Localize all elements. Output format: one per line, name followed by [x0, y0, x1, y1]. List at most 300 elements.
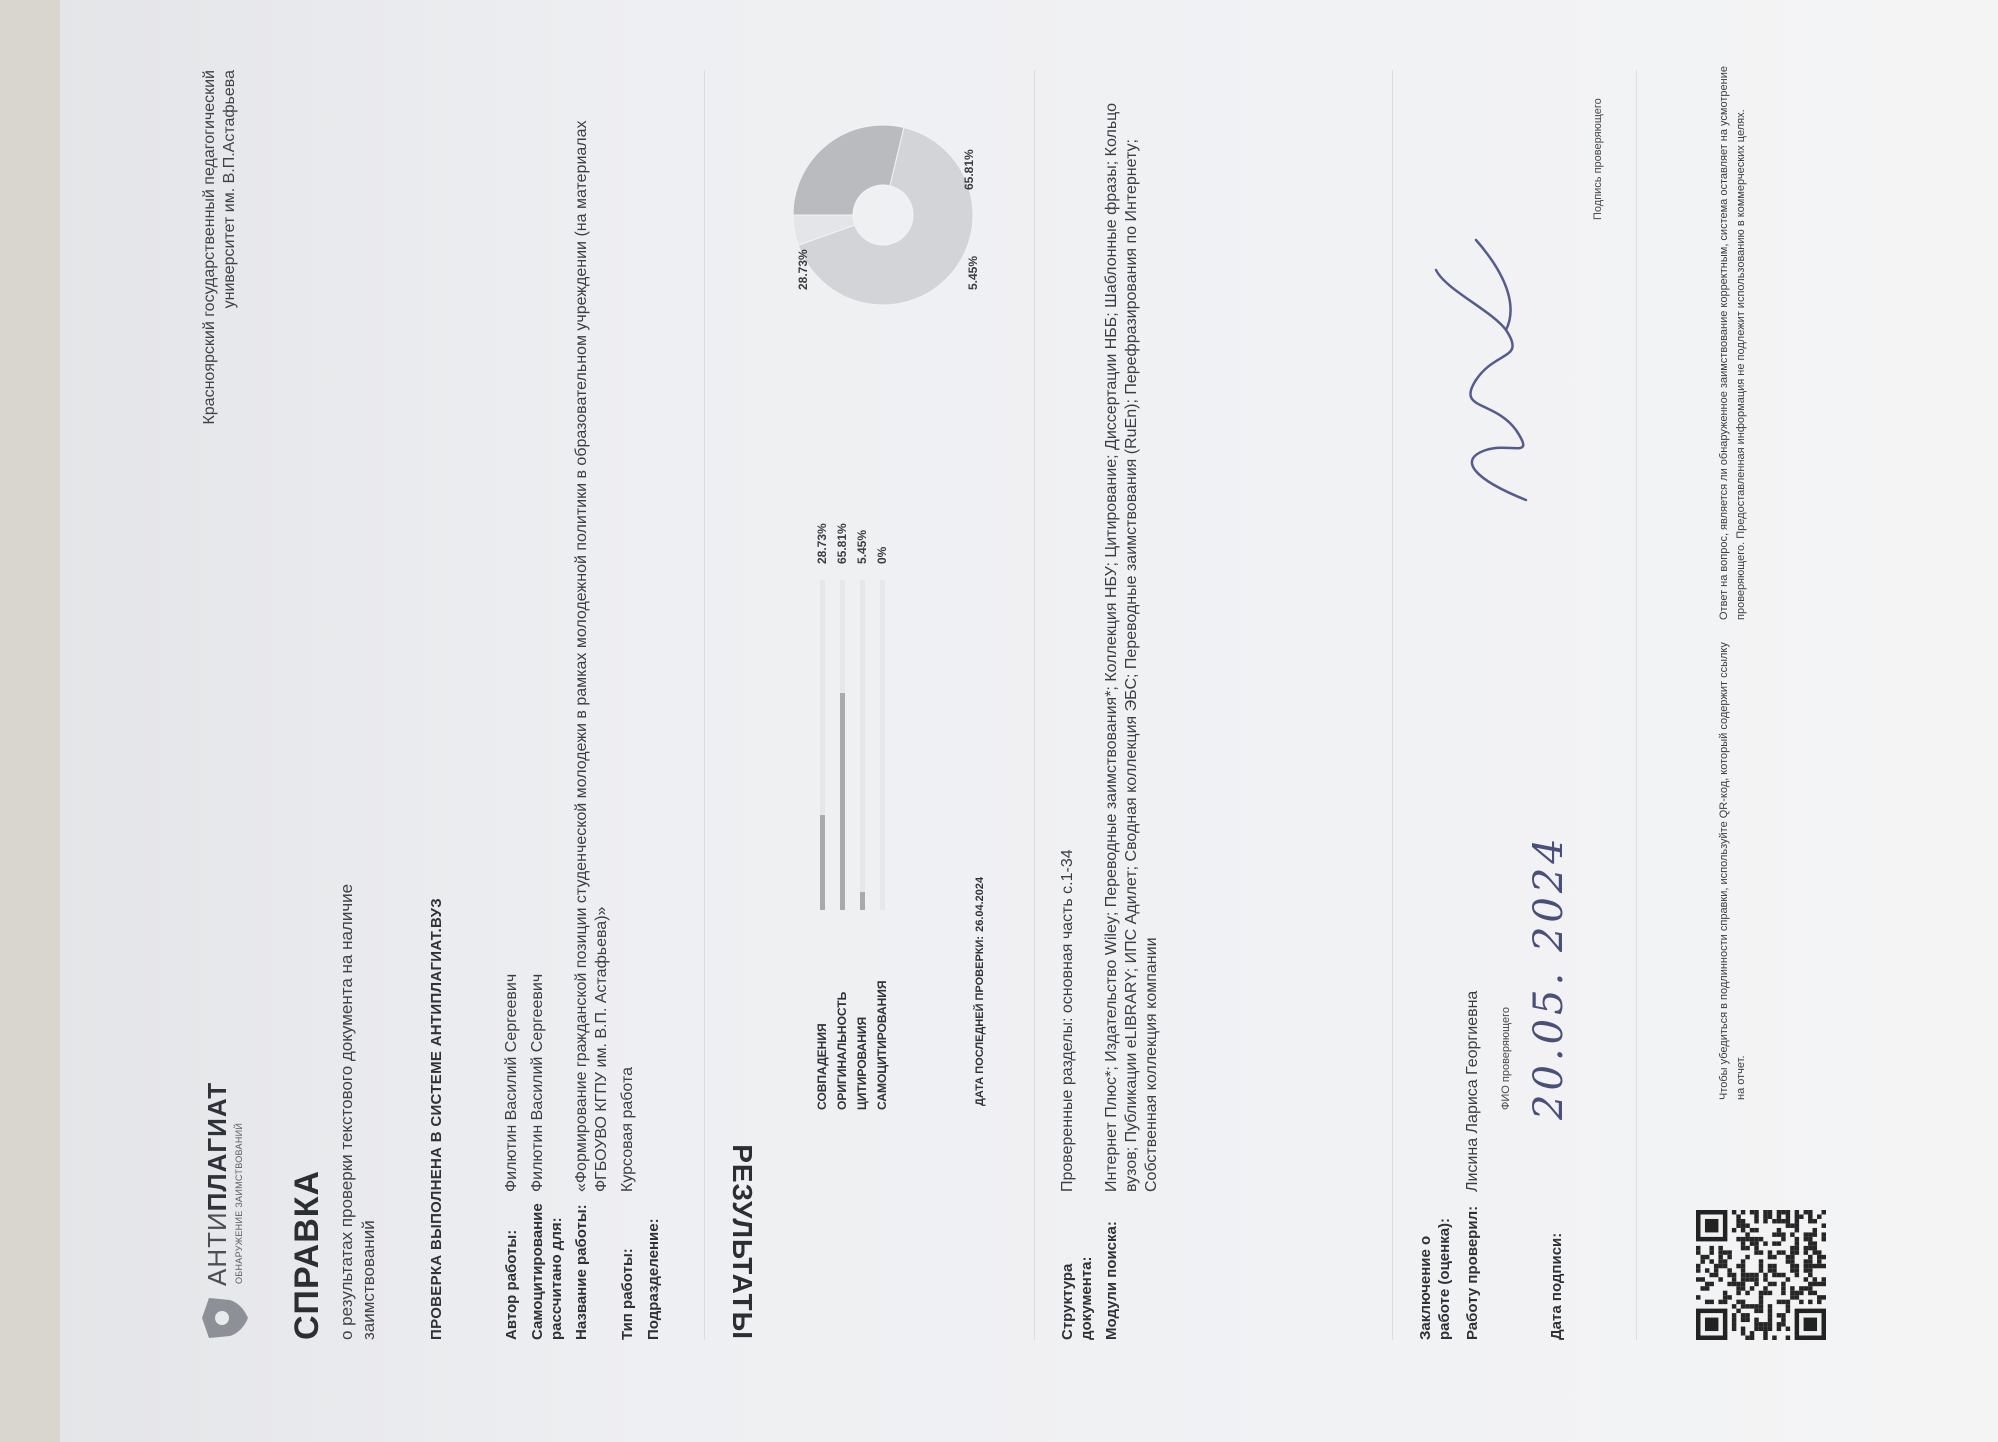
qr-module: [1741, 1223, 1745, 1227]
qr-module: [1813, 1241, 1817, 1245]
work-title-value: «Формирование гражданской позиции студенческой молодежи в рамках молодежной политики в образовательном учреждении (на материалах ФГБОУВО КГПУ им. В.П. Астафьева)»: [573, 120, 610, 1192]
qr-module: [1781, 1210, 1785, 1214]
stat-originality: [832, 490, 852, 1110]
qr-module: [1808, 1264, 1812, 1268]
qr-module: [1781, 1318, 1785, 1322]
modules-row: [1102, 100, 1162, 1340]
qr-module: [1808, 1241, 1812, 1245]
qr-module: [1772, 1241, 1776, 1245]
qr-module: [1741, 1327, 1745, 1331]
qr-module: [1745, 1255, 1749, 1259]
qr-module: [1700, 1259, 1704, 1263]
qr-module: [1745, 1223, 1749, 1227]
qr-module: [1732, 1322, 1736, 1326]
stat-citations: [852, 490, 872, 1110]
qr-module: [1736, 1282, 1740, 1286]
qr-module: [1795, 1250, 1799, 1254]
qr-module: [1790, 1291, 1794, 1295]
paper-sheet: [60, 0, 1998, 1442]
qr-module: [1741, 1237, 1745, 1241]
qr-module: [1817, 1282, 1821, 1286]
donut-label-matches: 28.73%: [796, 249, 810, 290]
modules-label: Модули поиска:: [1103, 1221, 1120, 1340]
qr-module: [1772, 1268, 1776, 1272]
qr-module: [1741, 1259, 1745, 1263]
qr-module: [1763, 1277, 1767, 1281]
qr-module: [1727, 1273, 1731, 1277]
qr-module: [1741, 1264, 1745, 1268]
qr-module: [1804, 1268, 1808, 1272]
qr-module: [1714, 1264, 1718, 1268]
qr-module: [1822, 1264, 1826, 1268]
stat-bar-fill: [860, 892, 865, 910]
qr-module: [1754, 1304, 1758, 1308]
qr-module: [1768, 1214, 1772, 1218]
qr-module: [1696, 1295, 1700, 1299]
qr-module: [1822, 1237, 1826, 1241]
qr-module: [1822, 1282, 1826, 1286]
qr-module: [1804, 1286, 1808, 1290]
qr-module: [1795, 1246, 1799, 1250]
qr-module: [1705, 1300, 1709, 1304]
qr-module: [1804, 1210, 1808, 1214]
donut-slice-0: [793, 125, 904, 215]
structure-label: Структура документа:: [1059, 1256, 1095, 1340]
qr-module: [1808, 1286, 1812, 1290]
qr-module: [1745, 1318, 1749, 1322]
qr-module: [1723, 1259, 1727, 1263]
qr-module: [1750, 1331, 1754, 1335]
qr-module: [1804, 1246, 1808, 1250]
qr-module: [1768, 1210, 1772, 1214]
qr-module: [1817, 1259, 1821, 1263]
qr-module: [1817, 1255, 1821, 1259]
qr-module: [1741, 1210, 1745, 1214]
qr-module: [1754, 1327, 1758, 1331]
qr-module: [1763, 1219, 1767, 1223]
qr-module: [1736, 1223, 1740, 1227]
qr-module: [1759, 1259, 1763, 1263]
qr-module: [1790, 1255, 1794, 1259]
qr-module: [1696, 1268, 1700, 1272]
qr-note: Чтобы убедиться в подлинности справки, используйте QR-код, который содержит ссылку на отчет.: [1718, 642, 1747, 1100]
qr-module: [1781, 1219, 1785, 1223]
qr-module: [1745, 1291, 1749, 1295]
qr-module: [1808, 1268, 1812, 1272]
qr-module: [1700, 1255, 1704, 1259]
qr-module: [1822, 1277, 1826, 1281]
qr-module: [1808, 1282, 1812, 1286]
qr-module: [1750, 1336, 1754, 1340]
handwritten-signature: [1416, 220, 1556, 520]
qr-module: [1705, 1255, 1709, 1259]
qr-module: [1772, 1255, 1776, 1259]
qr-module: [1709, 1282, 1713, 1286]
stat-name: ОРИГИНАЛЬНОСТЬ: [835, 991, 849, 1110]
qr-module: [1808, 1237, 1812, 1241]
qr-module: [1768, 1327, 1772, 1331]
selfcite-label: Самоцитирование рассчитано для:: [529, 1203, 565, 1340]
sign-date-label: Дата подписи:: [1548, 1232, 1565, 1340]
qr-module: [1736, 1237, 1740, 1241]
author-value: Филютин Василий Сергеевич: [503, 973, 520, 1192]
qr-module: [1790, 1286, 1794, 1290]
qr-module: [1709, 1259, 1713, 1263]
qr-module: [1795, 1273, 1799, 1277]
qr-module: [1750, 1241, 1754, 1245]
division-label: Подразделение:: [645, 1218, 662, 1340]
work-title-row: [572, 100, 612, 1340]
qr-module: [1768, 1309, 1772, 1313]
qr-module: [1705, 1286, 1709, 1290]
qr-module: [1777, 1214, 1781, 1218]
qr-module: [1768, 1264, 1772, 1268]
qr-module: [1750, 1210, 1754, 1214]
stat-bar-track: [820, 580, 825, 910]
stat-selfcitations: [872, 490, 892, 1110]
qr-module: [1754, 1210, 1758, 1214]
qr-module: [1781, 1300, 1785, 1304]
qr-module: [1745, 1304, 1749, 1308]
qr-module: [1723, 1295, 1727, 1299]
qr-module: [1768, 1255, 1772, 1259]
qr-module: [1723, 1300, 1727, 1304]
qr-module: [1709, 1273, 1713, 1277]
qr-module: [1781, 1291, 1785, 1295]
qr-module: [1777, 1232, 1781, 1236]
qr-module: [1795, 1210, 1799, 1214]
qr-module: [1808, 1210, 1812, 1214]
donut-label-originality: 65.81%: [962, 149, 976, 190]
stat-name: САМОЦИТИРОВАНИЯ: [875, 980, 889, 1110]
checked-by-label: Работу проверил:: [1464, 1205, 1481, 1340]
qr-module: [1781, 1286, 1785, 1290]
brand-main: ПЛАГИАТ: [202, 1081, 232, 1212]
organization-name: Красноярский государственный педагогический университет им. В.П.Астафьева: [201, 70, 238, 425]
qr-module: [1741, 1228, 1745, 1232]
qr-module: [1790, 1232, 1794, 1236]
signature-caption: Подпись проверяющего: [1592, 98, 1604, 220]
qr-module: [1813, 1291, 1817, 1295]
qr-module: [1718, 1300, 1722, 1304]
qr-module: [1822, 1210, 1826, 1214]
qr-module: [1700, 1277, 1704, 1281]
qr-module: [1754, 1322, 1758, 1326]
qr-module: [1808, 1255, 1812, 1259]
qr-module: [1741, 1304, 1745, 1308]
qr-module: [1759, 1250, 1763, 1254]
qr-module: [1763, 1331, 1767, 1335]
results-stats: [812, 490, 892, 1110]
qr-module: [1799, 1286, 1803, 1290]
qr-module: [1795, 1223, 1799, 1227]
page-subtitle: о результатах проверки текстового документа на наличие заимствований: [337, 883, 378, 1340]
qr-module: [1741, 1241, 1745, 1245]
qr-module: [1745, 1273, 1749, 1277]
work-type-label: Тип работы:: [619, 1248, 636, 1340]
qr-module: [1741, 1273, 1745, 1277]
qr-module: [1727, 1255, 1731, 1259]
qr-module: [1808, 1232, 1812, 1236]
qr-module: [1772, 1219, 1776, 1223]
qr-module: [1727, 1282, 1731, 1286]
qr-module: [1763, 1214, 1767, 1218]
qr-module: [1709, 1300, 1713, 1304]
qr-module: [1799, 1300, 1803, 1304]
qr-module: [1813, 1264, 1817, 1268]
qr-module: [1750, 1237, 1754, 1241]
qr-module: [1741, 1277, 1745, 1281]
qr-module: [1813, 1219, 1817, 1223]
qr-module: [1813, 1246, 1817, 1250]
qr-module: [1741, 1313, 1745, 1317]
qr-module: [1813, 1250, 1817, 1254]
qr-module: [1786, 1255, 1790, 1259]
qr-module: [1772, 1282, 1776, 1286]
divider: [704, 70, 705, 1340]
qr-module: [1768, 1282, 1772, 1286]
qr-code: [1696, 1210, 1826, 1340]
qr-module: [1795, 1268, 1799, 1272]
qr-module: [1714, 1268, 1718, 1272]
qr-module: [1723, 1264, 1727, 1268]
qr-module: [1786, 1327, 1790, 1331]
qr-module: [1705, 1268, 1709, 1272]
structure-row: [1058, 100, 1096, 1340]
qr-module: [1754, 1282, 1758, 1286]
divider: [1392, 70, 1393, 1340]
qr-module: [1759, 1304, 1763, 1308]
qr-module: [1777, 1313, 1781, 1317]
qr-module: [1763, 1241, 1767, 1245]
qr-module: [1741, 1219, 1745, 1223]
qr-module: [1759, 1264, 1763, 1268]
check-system-title: ПРОВЕРКА ВЫПОЛНЕНА В СИСТЕМЕ АНТИПЛАГИАТ.ВУЗ: [428, 898, 445, 1340]
stat-bar-track: [840, 580, 845, 910]
qr-module: [1718, 1255, 1722, 1259]
qr-module: [1781, 1282, 1785, 1286]
checked-by-row: [1464, 991, 1482, 1340]
stat-value: 65.81%: [835, 523, 849, 564]
qr-module: [1763, 1286, 1767, 1290]
qr-module: [1759, 1300, 1763, 1304]
qr-module: [1732, 1273, 1736, 1277]
qr-module: [1696, 1264, 1700, 1268]
qr-module: [1732, 1313, 1736, 1317]
qr-module: [1795, 1219, 1799, 1223]
qr-module: [1777, 1327, 1781, 1331]
qr-module: [1804, 1250, 1808, 1254]
qr-module: [1768, 1304, 1772, 1308]
qr-module: [1804, 1259, 1808, 1263]
qr-module: [1808, 1259, 1812, 1263]
qr-module: [1750, 1228, 1754, 1232]
qr-module: [1732, 1228, 1736, 1232]
qr-module: [1790, 1259, 1794, 1263]
qr-module: [1795, 1214, 1799, 1218]
qr-module: [1808, 1246, 1812, 1250]
qr-module: [1732, 1304, 1736, 1308]
qr-module: [1790, 1268, 1794, 1272]
qr-module: [1786, 1219, 1790, 1223]
modules-value: Интернет Плюс*; Издательство Wiley; Переводные заимствования*; Коллекция НБУ; Цитирование; Диссертации НББ; Шаблонные фразы; Кольцо вузов; Публикации eLIBRARY; ИПС Адилет; Сводная коллекция ЭБС; Переводные заимствования (RuEn); Перефразирования по Интернету; Собственная коллекция компании: [1103, 102, 1160, 1192]
qr-module: [1781, 1322, 1785, 1326]
qr-module: [1804, 1264, 1808, 1268]
qr-module: [1808, 1219, 1812, 1223]
author-row: [502, 100, 522, 1340]
stat-bar-track: [860, 580, 865, 910]
qr-module: [1822, 1295, 1826, 1299]
qr-module: [1768, 1268, 1772, 1272]
work-title-label: Название работы:: [573, 1204, 590, 1340]
divider: [1034, 70, 1035, 1340]
qr-module: [1777, 1322, 1781, 1326]
qr-module: [1750, 1304, 1754, 1308]
qr-module: [1750, 1286, 1754, 1290]
qr-module: [1732, 1318, 1736, 1322]
qr-module: [1808, 1291, 1812, 1295]
work-info: [502, 100, 669, 1340]
qr-module: [1777, 1273, 1781, 1277]
qr-module: [1781, 1313, 1785, 1317]
qr-module: [1736, 1214, 1740, 1218]
qr-module: [1808, 1214, 1812, 1218]
qr-module: [1759, 1327, 1763, 1331]
stat-bar-track: [880, 580, 885, 910]
qr-module: [1817, 1214, 1821, 1218]
qr-module: [1772, 1264, 1776, 1268]
shield-logo-icon: [200, 1296, 250, 1340]
work-type-value: Курсовая работа: [619, 1067, 636, 1192]
qr-module: [1822, 1223, 1826, 1227]
qr-module: [1754, 1214, 1758, 1218]
qr-module: [1745, 1336, 1749, 1340]
qr-module: [1786, 1300, 1790, 1304]
qr-module: [1786, 1304, 1790, 1308]
qr-module: [1754, 1237, 1758, 1241]
structure-value: Проверенные разделы: основная часть с.1-34: [1059, 849, 1076, 1192]
qr-module: [1804, 1277, 1808, 1281]
qr-module: [1718, 1277, 1722, 1281]
qr-module: [1714, 1273, 1718, 1277]
qr-module: [1736, 1219, 1740, 1223]
qr-module: [1745, 1313, 1749, 1317]
qr-module: [1736, 1300, 1740, 1304]
qr-module: [1759, 1268, 1763, 1272]
qr-module: [1741, 1246, 1745, 1250]
qr-module: [1745, 1237, 1749, 1241]
stat-value: 28.73%: [815, 523, 829, 564]
qr-module: [1768, 1322, 1772, 1326]
qr-module: [1754, 1250, 1758, 1254]
qr-module: [1786, 1259, 1790, 1263]
qr-module: [1768, 1313, 1772, 1317]
qr-module: [1754, 1219, 1758, 1223]
qr-module: [1777, 1241, 1781, 1245]
qr-module: [1763, 1336, 1767, 1340]
qr-module: [1799, 1214, 1803, 1218]
donut-label-citations: 5.45%: [966, 255, 980, 290]
qr-module: [1736, 1309, 1740, 1313]
qr-module: [1795, 1237, 1799, 1241]
qr-module: [1696, 1246, 1700, 1250]
last-check: [974, 877, 986, 1110]
qr-module: [1696, 1250, 1700, 1254]
last-check-date: 26.04.2024: [974, 876, 986, 932]
qr-module: [1790, 1250, 1794, 1254]
qr-module: [1817, 1264, 1821, 1268]
qr-module: [1718, 1246, 1722, 1250]
qr-module: [1768, 1291, 1772, 1295]
stat-value: 5.45%: [855, 529, 869, 564]
qr-module: [1754, 1246, 1758, 1250]
division-row: [644, 100, 663, 1340]
qr-module: [1732, 1210, 1736, 1214]
qr-module: [1777, 1300, 1781, 1304]
qr-module: [1795, 1228, 1799, 1232]
qr-module: [1732, 1277, 1736, 1281]
qr-module: [1790, 1264, 1794, 1268]
qr-module: [1741, 1300, 1745, 1304]
qr-module: [1804, 1237, 1808, 1241]
selfcite-row: [528, 100, 566, 1340]
qr-module: [1754, 1309, 1758, 1313]
qr-module: [1705, 1282, 1709, 1286]
fio-caption: ФИО проверяющего: [1500, 1006, 1512, 1110]
qr-module: [1759, 1295, 1763, 1299]
division-value: [644, 100, 663, 1192]
qr-module: [1763, 1273, 1767, 1277]
qr-module: [1772, 1273, 1776, 1277]
search-structure: [1058, 100, 1168, 1340]
qr-module: [1763, 1210, 1767, 1214]
qr-module: [1718, 1259, 1722, 1263]
work-type-row: [618, 100, 638, 1340]
qr-module: [1790, 1295, 1794, 1299]
qr-module: [1741, 1282, 1745, 1286]
qr-module: [1727, 1250, 1731, 1254]
qr-module: [1727, 1268, 1731, 1272]
qr-module: [1745, 1232, 1749, 1236]
qr-module: [1795, 1291, 1799, 1295]
results-title: РЕЗУЛЬТАТЫ: [727, 1144, 758, 1340]
qr-module: [1786, 1277, 1790, 1281]
page-title: СПРАВКА: [288, 1169, 326, 1340]
qr-module: [1759, 1322, 1763, 1326]
qr-module: [1763, 1291, 1767, 1295]
divider: [1636, 70, 1637, 1340]
disclaimer: Ответ на вопрос, является ли обнаруженное заимствование корректным, система оставляет на усмотрение проверяющего. Предоставленная информация не подлежит использованию в коммерческих целях.: [1718, 66, 1747, 620]
qr-module: [1763, 1322, 1767, 1326]
qr-module: [1732, 1282, 1736, 1286]
qr-module: [1781, 1237, 1785, 1241]
qr-module: [1754, 1318, 1758, 1322]
qr-module: [1786, 1336, 1790, 1340]
qr-module: [1741, 1286, 1745, 1290]
handwritten-sign-date: 20.05. 2024: [1526, 834, 1572, 1120]
qr-module: [1795, 1264, 1799, 1268]
certificate-document: [196, 60, 1956, 1340]
qr-module: [1786, 1210, 1790, 1214]
qr-module: [1813, 1228, 1817, 1232]
qr-module: [1759, 1291, 1763, 1295]
qr-module: [1754, 1228, 1758, 1232]
qr-module: [1790, 1223, 1794, 1227]
qr-module: [1795, 1295, 1799, 1299]
qr-module: [1732, 1327, 1736, 1331]
qr-module: [1745, 1246, 1749, 1250]
qr-module: [1822, 1255, 1826, 1259]
